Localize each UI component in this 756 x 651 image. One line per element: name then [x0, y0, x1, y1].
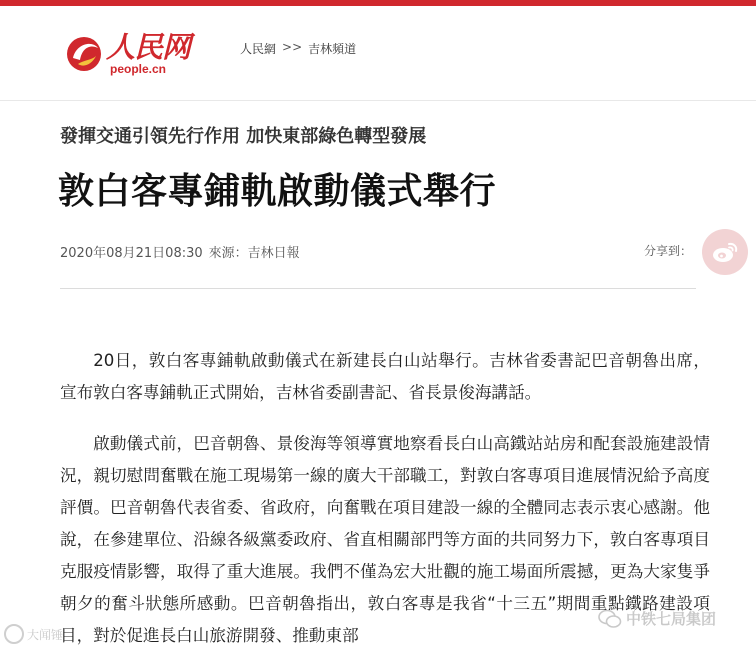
article-source: 來源：吉林日報: [208, 246, 300, 261]
logo-swirl-icon: [62, 30, 106, 74]
article-meta: [60, 242, 300, 261]
article-paragraph: 啟動儀式前，巴音朝魯、景俊海等領導實地察看長白山高鐵站站房和配套設施建設情況，親切慰問奮戰在施工現場第一線的廣大干部職工，對敦白客專項目進展情況給予高度評價。巴音朝魯代表省委、省政府，向奮戰在項目建設一線的全體同志表示衷心感謝。他說，在參建單位、沿線各級黨委政府、省直相關部門等方面的共同努力下，敦白客專項目克服疫情影響，取得了重大進展。我們不僅為宏大壯觀的施工場面所震撼，更為大家隻爭朝夕的奮斗狀態所感動。巴音朝魯指出，敦白客專是我省“十三五”期間重點鐵路建設項目，對於促進長白山旅游開發、推動東部: [60, 434, 710, 645]
corner-watermark: [4, 624, 63, 644]
watermark-right-text: 中铁七局集团: [626, 610, 717, 628]
breadcrumb-separator: >>: [282, 40, 303, 54]
weibo-share-button[interactable]: [702, 229, 748, 275]
article-title: 敦白客專鋪軌啟動儀式舉行: [58, 171, 497, 212]
meta-divider: [60, 288, 696, 289]
article-paragraph: 20日，敦白客專鋪軌啟動儀式在新建長白山站舉行。吉林省委書記巴音朝魯出席，宣布敦白客專鋪軌正式開始，吉林省委副書記、省長景俊海講話。: [60, 351, 710, 402]
logo-wordmark: 人民网: [106, 30, 191, 64]
header-divider: [0, 100, 756, 101]
share-label: 分享到：: [644, 244, 693, 258]
publish-datetime: 2020年08月21日08:30: [60, 246, 203, 261]
article-body: [60, 345, 710, 651]
site-header: [0, 6, 756, 101]
watermark-circle-icon: [4, 624, 24, 644]
article-subtitle: 發揮交通引領先行作用 加快東部綠色轉型發展: [60, 126, 427, 147]
logo-domain: people.cn: [110, 62, 167, 76]
people-logo[interactable]: [62, 30, 192, 82]
wechat-watermark: [598, 608, 716, 629]
weibo-icon: [712, 241, 738, 263]
watermark-left-text: 大闻锤: [27, 627, 64, 642]
breadcrumb: [240, 40, 356, 57]
wechat-icon: [598, 609, 622, 629]
breadcrumb-home-link[interactable]: 人民網: [240, 42, 277, 56]
breadcrumb-channel-link[interactable]: 吉林頻道: [308, 42, 357, 56]
